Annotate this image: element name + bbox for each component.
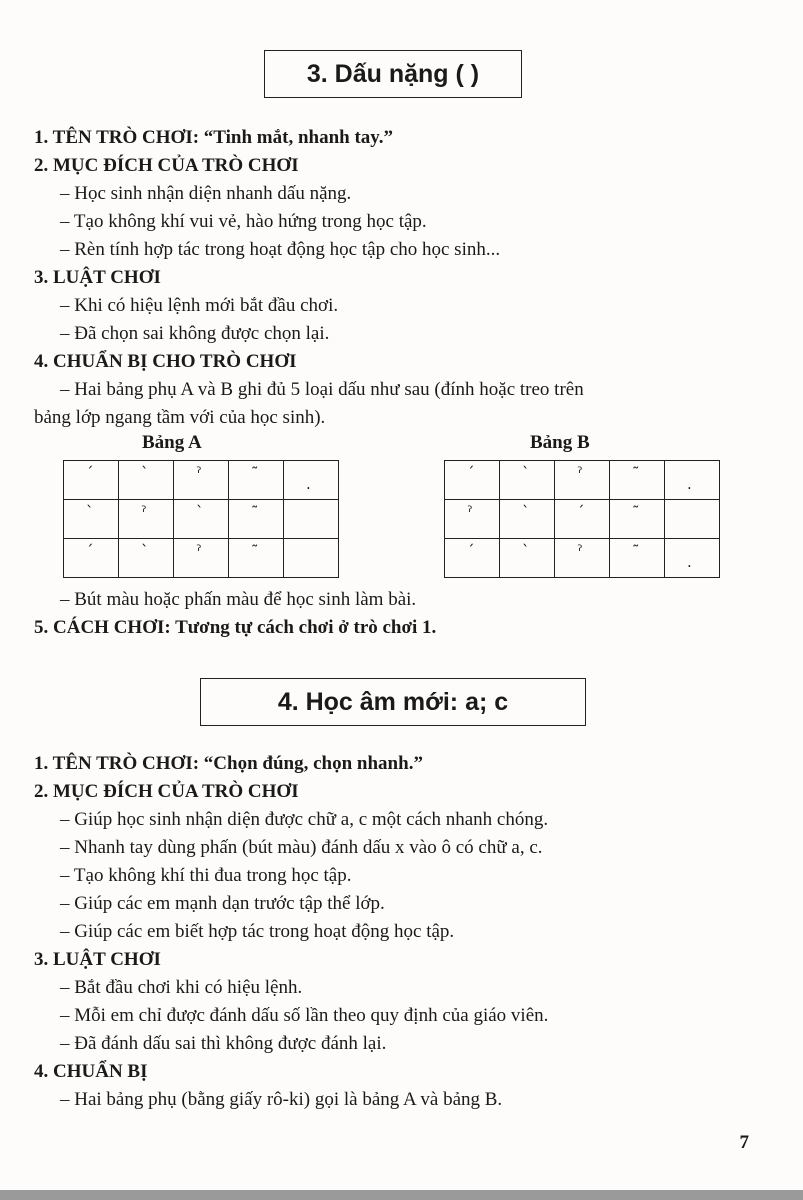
s3-rule-1: – Khi có hiệu lệnh mới bắt đầu chơi. <box>60 295 339 316</box>
s4-purpose-5: – Giúp các em biết hợp tác trong hoạt động học tập. <box>60 921 455 942</box>
table-a-cell <box>174 539 229 578</box>
table-b-mark: ˊ <box>467 464 475 482</box>
s3-game-name: 1. TÊN TRÒ CHƠI: “Tinh mắt, nhanh tay.” <box>34 127 393 148</box>
table-b-cell <box>500 500 555 539</box>
s3-purpose-1 <box>60 182 351 206</box>
table-a-cell <box>174 500 229 539</box>
table-a-row <box>64 461 339 500</box>
s4-rule-1: – Bắt đầu chơi khi có hiệu lệnh. <box>60 977 303 998</box>
s3-rules-heading: 3. LUẬT CHƠI <box>34 267 161 288</box>
s4-rules-heading: 3. LUẬT CHƠI <box>34 949 161 970</box>
s3-rule-2: – Đã chọn sai không được chọn lại. <box>60 323 330 344</box>
table-b-mark: ˋ <box>522 503 530 521</box>
table-a-mark: ˀ <box>196 542 202 560</box>
table-b-mark: ˀ <box>577 464 583 482</box>
table-a-row <box>64 539 339 578</box>
s4-prep-heading: 4. CHUẨN BỊ <box>34 1061 148 1082</box>
table-b-label: Bảng B <box>530 432 590 453</box>
s4-game-name: 1. TÊN TRÒ CHƠI: “Chọn đúng, chọn nhanh.” <box>34 753 423 774</box>
table-a-mark: . <box>306 475 311 493</box>
s4-rule-2: – Mỗi em chỉ được đánh dấu số lần theo quy định của giáo viên. <box>60 1005 549 1026</box>
table-a-cell <box>64 539 119 578</box>
table-a-mark: ˋ <box>141 464 149 482</box>
table-a-mark: ˀ <box>196 464 202 482</box>
table-b-cell <box>445 500 500 539</box>
table-a-label: Bảng A <box>142 432 202 453</box>
table-a-row <box>64 500 339 539</box>
s4-purpose-heading: 2. MỤC ĐÍCH CỦA TRÒ CHƠI <box>34 781 299 802</box>
table-b-cell <box>665 539 720 578</box>
s3-purpose-2: – Tạo không khí vui vẻ, hào hứng trong học tập. <box>60 211 427 232</box>
table-b-mark: ˜ <box>632 542 640 560</box>
table-b-mark: ˀ <box>467 503 473 521</box>
section4-title: 4. Học âm mới: a; c <box>200 678 586 726</box>
table-a <box>63 460 339 578</box>
table-b-mark: ˊ <box>467 542 475 560</box>
table-b-mark: ˜ <box>632 464 640 482</box>
table-b-cell <box>445 539 500 578</box>
table-a-cell <box>64 461 119 500</box>
page-number: 7 <box>739 1132 749 1153</box>
table-a-cell <box>64 500 119 539</box>
s4-prep-1: – Hai bảng phụ (bằng giấy rô-ki) gọi là bảng A và bảng B. <box>60 1089 503 1110</box>
table-b <box>444 460 720 578</box>
s4-purpose-2: – Nhanh tay dùng phấn (bút màu) đánh dấu x vào ô có chữ a, c. <box>60 837 543 858</box>
s4-rule-3: – Đã đánh dấu sai thì không được đánh lại. <box>60 1033 387 1054</box>
table-b-cell <box>610 539 665 578</box>
table-b-mark: ˜ <box>632 503 640 521</box>
s3-purpose-3: – Rèn tính hợp tác trong hoạt động học tập cho học sinh... <box>60 239 501 260</box>
table-a-cell <box>284 500 339 539</box>
s3-prep-line-1: – Hai bảng phụ A và B ghi đủ 5 loại dấu như sau (đính hoặc treo trên <box>60 379 584 400</box>
s4-purpose-1: – Giúp học sinh nhận diện được chữ a, c một cách nhanh chóng. <box>60 809 549 830</box>
table-b-mark: . <box>687 553 692 571</box>
table-a-cell <box>119 461 174 500</box>
table-a-mark: ˜ <box>251 464 259 482</box>
table-b-mark: ˋ <box>522 542 530 560</box>
table-a-cell <box>284 461 339 500</box>
table-a-mark: ˋ <box>196 503 204 521</box>
table-a-cell <box>229 539 284 578</box>
table-b-row <box>445 500 720 539</box>
table-a-mark: ˋ <box>86 503 94 521</box>
s3-purpose-heading: 2. MỤC ĐÍCH CỦA TRÒ CHƠI <box>34 155 299 176</box>
table-a-cell <box>284 539 339 578</box>
s4-purpose-3: – Tạo không khí thi đua trong học tập. <box>60 865 352 886</box>
table-b-cell <box>445 461 500 500</box>
s3-prep-heading: 4. CHUẨN BỊ CHO TRÒ CHƠI <box>34 351 297 372</box>
s3-prep-after: – Bút màu hoặc phấn màu để học sinh làm bài. <box>60 589 417 610</box>
table-b-row <box>445 461 720 500</box>
table-a-mark: ˊ <box>86 542 94 560</box>
table-b-mark: ˋ <box>522 464 530 482</box>
table-a-mark: ˜ <box>251 542 259 560</box>
table-a-mark: ˋ <box>141 542 149 560</box>
table-a-mark: ˊ <box>86 464 94 482</box>
table-b-mark: ˀ <box>577 542 583 560</box>
table-a-cell <box>229 461 284 500</box>
table-b-cell <box>610 461 665 500</box>
table-b-cell <box>500 461 555 500</box>
s4-purpose-4: – Giúp các em mạnh dạn trước tập thể lớp. <box>60 893 385 914</box>
table-a-mark: ˜ <box>251 503 259 521</box>
table-b-cell <box>555 500 610 539</box>
table-b-cell <box>610 500 665 539</box>
table-b-cell <box>665 500 720 539</box>
table-b-cell <box>665 461 720 500</box>
table-a-cell <box>174 461 229 500</box>
table-a-cell <box>229 500 284 539</box>
table-b-mark: . <box>687 475 692 493</box>
table-a-cell <box>119 539 174 578</box>
table-b-row <box>445 539 720 578</box>
table-a-mark: ˀ <box>141 503 147 521</box>
table-b-mark: ˊ <box>577 503 585 521</box>
s3-purpose-1-text: – Học sinh nhận diện nhanh dấu nặng. <box>60 183 352 204</box>
s3-prep-line-2: bảng lớp ngang tầm với của học sinh). <box>34 407 326 428</box>
table-a-cell <box>119 500 174 539</box>
table-b-cell <box>500 539 555 578</box>
table-b-cell <box>555 539 610 578</box>
s3-howto: 5. CÁCH CHƠI: Tương tự cách chơi ở trò chơi 1. <box>34 617 437 638</box>
section3-title: 3. Dấu nặng ( ) <box>264 50 522 98</box>
bottom-rule <box>0 1190 803 1200</box>
table-b-cell <box>555 461 610 500</box>
